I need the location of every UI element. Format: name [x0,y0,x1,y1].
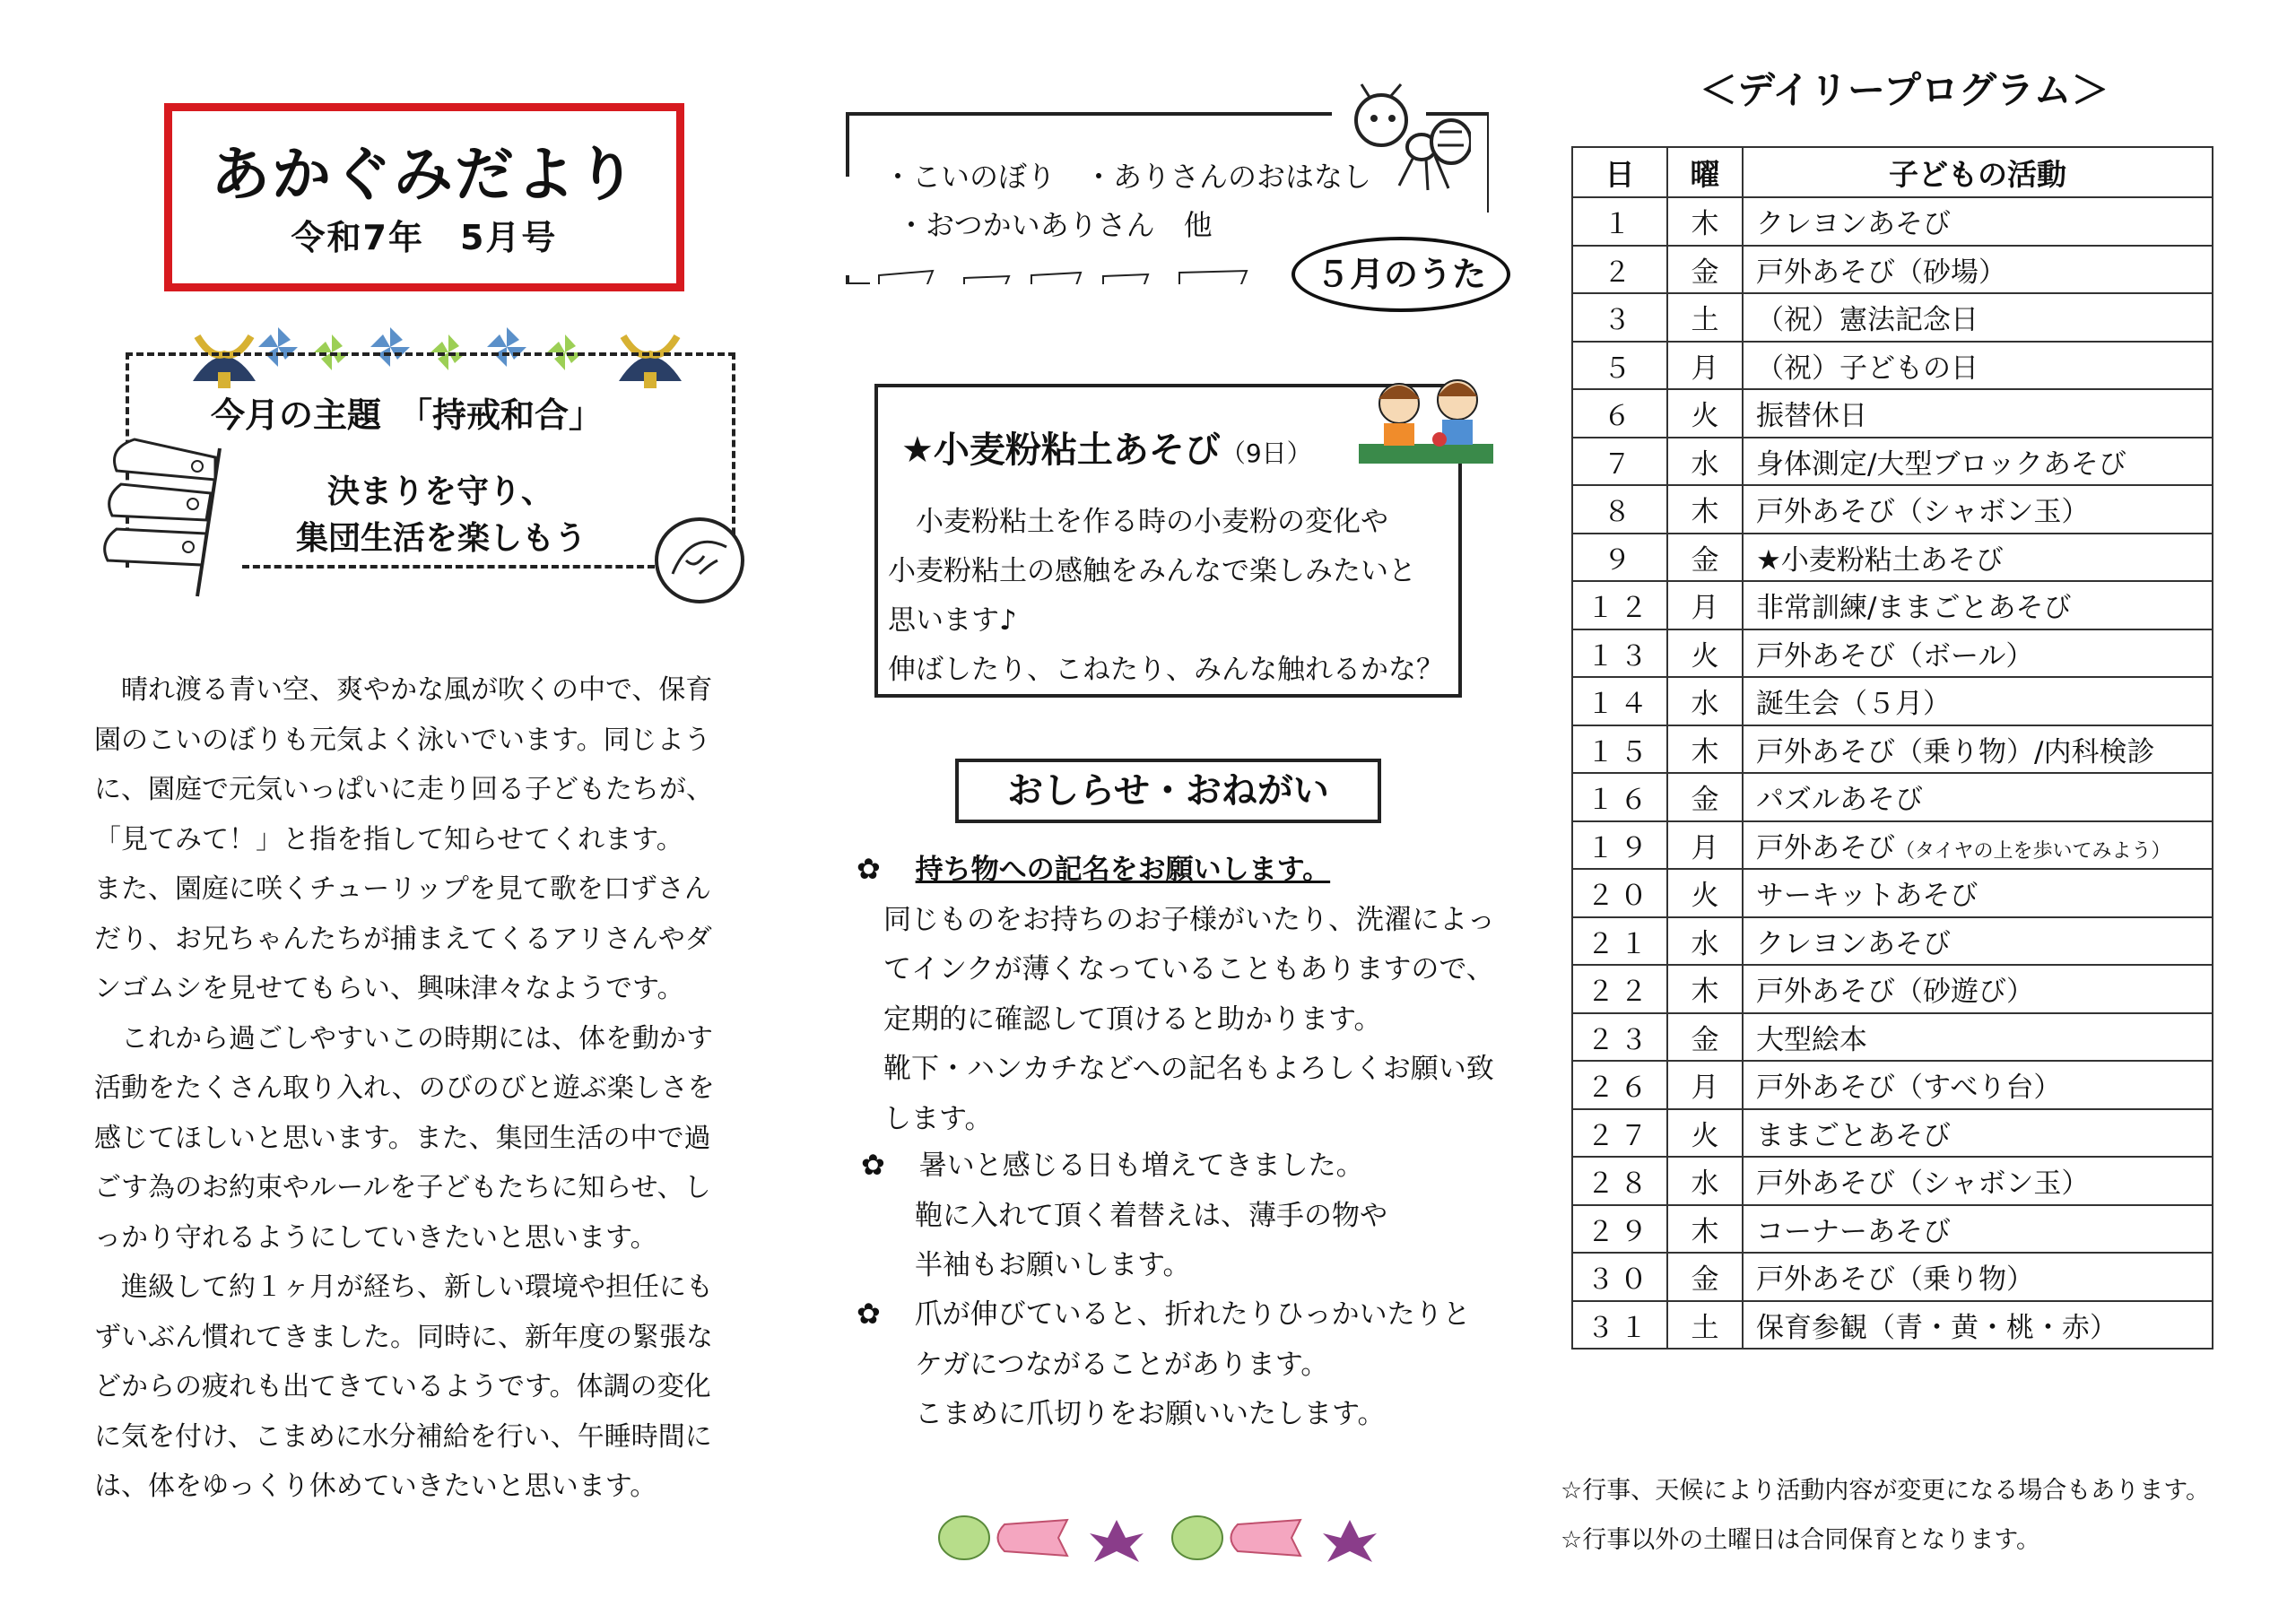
cell-day: ５ [1572,342,1667,390]
footnote-2: ☆行事以外の土曜日は合同保育となります。 [1561,1526,2041,1554]
activity-text: 誕生会（５月） [1756,688,1951,721]
cell-activity [1743,1253,2213,1301]
notice-1-line: 同じものをお持ちのお子様がいたり、洗濯によっ [883,903,1495,936]
cell-weekday: 金 [1667,1253,1743,1301]
cell-weekday: 木 [1667,1205,1743,1254]
daily-program-table [1571,146,2213,1350]
table-row [1572,917,2213,966]
table-row [1572,773,2213,821]
song-list-line-2: ・おつかいありさん 他 [897,208,1213,242]
activity-text: 戸外あそび（砂場） [1756,256,2006,289]
activity-text: ままごとあそび [1756,1119,1951,1152]
cell-weekday: 土 [1667,293,1743,342]
clay-body-line: 小麦粉粘土の感触をみんなで楽しみたいと [888,555,1416,587]
cell-day: ２３ [1572,1013,1667,1062]
activity-text: 戸外あそび（すべり台） [1756,1072,2062,1105]
body-line: ごす為のお約束やルールを子どもたちに知らせ、し [94,1172,711,1203]
header-activity: 子どもの活動 [1743,147,2213,197]
cell-weekday: 水 [1667,1157,1743,1205]
cell-day: ２７ [1572,1109,1667,1158]
body-line: 進級して約１ヶ月が経ち、新しい環境や担任にも [94,1271,713,1303]
cell-day: ９ [1572,534,1667,582]
body-line: ンゴムシを見せてもらい、興味津々なようです。 [94,973,684,1004]
cell-activity [1743,1013,2213,1062]
table-row [1572,438,2213,486]
table-row [1572,677,2213,725]
cell-day: １３ [1572,629,1667,678]
cell-day: ８ [1572,485,1667,534]
table-row [1572,1109,2213,1158]
clay-body-line: 思います♪ [888,604,1017,637]
activity-text: ★小麦粉粘土あそび [1756,543,2004,577]
notices-header: おしらせ・おねがい [955,759,1381,823]
notice-1-line: 定期的に確認して頂けると助かります。 [883,1002,1382,1036]
activity-text: （祝）憲法記念日 [1756,304,1979,337]
cell-weekday: 水 [1667,677,1743,725]
cell-weekday: 木 [1667,197,1743,246]
cell-activity [1743,1157,2213,1205]
notice-1-title: 持ち物への記名をお願いします。 [915,854,1331,886]
iris-flower-icon [1090,1520,1144,1562]
cell-weekday: 火 [1667,869,1743,917]
activity-text: 戸外あそび [1756,831,1895,864]
cell-activity [1743,677,2213,725]
body-line: ずいぶん慣れてきました。同時に、新年度の緊張な [94,1321,713,1353]
cell-weekday: 月 [1667,342,1743,390]
cell-weekday: 水 [1667,917,1743,966]
cell-activity [1743,725,2213,774]
cell-activity [1743,197,2213,246]
activity-text: サーキットあそび [1756,880,1979,913]
cell-activity [1743,246,2213,294]
cell-day: １５ [1572,725,1667,774]
cell-activity [1743,342,2213,390]
cell-day: ２０ [1572,869,1667,917]
activity-text: 非常訓練/ままごとあそび [1756,592,2072,625]
activity-text: 戸外あそび（砂遊び） [1756,976,2034,1009]
body-line: は、体をゆっくり休めていきたいと思います。 [94,1471,657,1502]
table-row [1572,534,2213,582]
cell-weekday: 月 [1667,1061,1743,1109]
koinobori-icon [1231,1520,1301,1556]
cell-activity [1743,534,2213,582]
table-row [1572,821,2213,870]
activity-text: クレヨンあそび [1756,927,1951,960]
cell-day: １９ [1572,821,1667,870]
notice-item-1 [857,845,1495,1144]
activity-text: 戸外あそび（シャボン玉） [1756,496,2090,529]
flower-icon: ✿ [857,852,881,886]
notice-3-line: ケガにつながることがあります。 [915,1348,1329,1381]
cell-activity [1743,581,2213,629]
activity-text: 戸外あそび（ボール） [1756,639,2034,673]
activity-text: 振替休日 [1756,400,1867,433]
notice-2-line: 暑いと感じる日も増えてきました。 [918,1150,1364,1182]
body-line: 感じてほしいと思います。また、集団生活の中で過 [94,1122,711,1154]
activity-text: パズルあそび [1756,784,1923,817]
table-row [1572,1301,2213,1350]
flower-icon: ✿ [857,1297,881,1331]
cell-activity [1743,773,2213,821]
body-line: 晴れ渡る青い空、爽やかな風が吹くの中で、保育 [94,674,713,706]
table-row [1572,629,2213,678]
cell-weekday: 土 [1667,1301,1743,1350]
body-line: 活動をたくさん取り入れ、のびのびと遊ぶ楽しさを [94,1072,715,1104]
notice-item-3 [857,1289,1471,1440]
table-row [1572,389,2213,438]
cell-activity [1743,1301,2213,1350]
table-row [1572,725,2213,774]
cell-activity [1743,1109,2213,1158]
children-playing-icon [1359,368,1493,466]
cell-day: ２２ [1572,965,1667,1013]
notice-1-line: します。 [883,1102,993,1135]
title-box [164,103,684,291]
song-label: ５月のうた [1292,237,1510,312]
cell-activity [1743,965,2213,1013]
activity-text: 戸外あそび（乗り物）/内科検診 [1756,735,2155,768]
cell-day: １ [1572,197,1667,246]
cell-activity [1743,629,2213,678]
body-line: どからの疲れも出てきているようです。体調の変化 [94,1371,711,1402]
koinobori-icon [998,1520,1068,1556]
cell-activity [1743,821,2213,870]
activity-text: クレヨンあそび [1756,208,1951,241]
cell-day: ６ [1572,389,1667,438]
cell-day: ７ [1572,438,1667,486]
cell-weekday: 月 [1667,821,1743,870]
cell-weekday: 木 [1667,725,1743,774]
table-row [1572,1253,2213,1301]
cell-weekday: 月 [1667,581,1743,629]
clay-title [901,421,1312,473]
activity-text: コーナーあそび [1756,1215,1951,1248]
cell-activity [1743,869,2213,917]
cell-day: ３０ [1572,1253,1667,1301]
cell-day: ３１ [1572,1301,1667,1350]
cell-weekday: 金 [1667,534,1743,582]
table-row [1572,197,2213,246]
theme-box-divider [242,565,655,568]
left-body-text [94,665,776,1512]
notice-1-line: 靴下・ハンカチなどへの記名もよろしくお願い致 [883,1053,1494,1085]
cell-weekday: 火 [1667,629,1743,678]
cell-activity [1743,1205,2213,1254]
table-row [1572,1061,2213,1109]
cell-weekday: 木 [1667,965,1743,1013]
cell-activity [1743,485,2213,534]
theme-line-2: 集団生活を楽しもう [296,520,587,557]
cell-day: ２６ [1572,1061,1667,1109]
cell-day: ２８ [1572,1157,1667,1205]
activity-text: 戸外あそび（シャボン玉） [1756,1167,2090,1201]
cell-day: ２９ [1572,1205,1667,1254]
cell-activity [1743,438,2213,486]
cell-weekday: 木 [1667,485,1743,534]
cell-weekday: 火 [1667,1109,1743,1158]
theme-title: 今月の主題 「持戒和合」 [211,395,604,435]
daily-table-body [1572,197,2213,1349]
clay-title-text: ★小麦粉粘土あそび [901,430,1221,471]
activity-text: 保育参観（青・黄・桃・赤） [1756,1311,2118,1344]
activity-text: 身体測定/大型ブロックあそび [1756,447,2126,481]
table-row [1572,485,2213,534]
body-line: また、園庭に咲くチューリップを見て歌を口ずさん [94,873,711,905]
cell-weekday: 火 [1667,389,1743,438]
notice-3-line: 爪が伸びていると、折れたりひっかいたりと [914,1298,1471,1331]
notice-item-2 [861,1141,1387,1291]
table-row [1572,581,2213,629]
clay-body-text [888,498,1462,695]
body-line: だり、お兄ちゃんたちが捕まえてくるアリさんやダ [94,923,712,955]
newsletter-title: あかぐみだより [211,140,638,209]
cell-activity [1743,917,2213,966]
daily-program-title: ＜デイリープログラム＞ [1700,68,2109,112]
activity-text: 大型絵本 [1756,1023,1867,1056]
kashiwa-mochi-icon [939,1516,989,1559]
header-day: 日 [1572,147,1667,197]
cell-weekday: 金 [1667,773,1743,821]
cell-day: １２ [1572,581,1667,629]
table-row [1572,1157,2213,1205]
notice-3-line: こまめに爪切りをお願いいたします。 [915,1398,1386,1430]
table-row [1572,1205,2213,1254]
cell-day: １４ [1572,677,1667,725]
cell-day: ２ [1572,246,1667,294]
body-line: 園のこいのぼりも元気よく泳いでいます。同じよう [94,724,711,756]
notice-2-line: 半袖もお願いします。 [915,1249,1191,1281]
table-row [1572,965,2213,1013]
cell-day: ２１ [1572,917,1667,966]
activity-note: （タイヤの上を歩いてみよう） [1895,839,2171,863]
kashiwa-mochi-icon [650,511,749,610]
table-row [1572,246,2213,294]
theme-line-1: 決まりを守り、 [327,473,554,510]
clay-body-line: 小麦粉粘土を作る時の小麦粉の変化や [888,506,1388,538]
newsletter-issue: 令和7年 5月号 [291,218,558,257]
cell-activity [1743,293,2213,342]
body-line: に、園庭で元気いっぱいに走り回る子どもたちが、 [94,774,713,805]
cell-activity [1743,389,2213,438]
table-row [1572,869,2213,917]
clay-body-line: 伸ばしたり、こねたり、みんな触れるかな？ [888,654,1444,686]
notice-2-line: 鞄に入れて頂く着替えは、薄手の物や [915,1199,1387,1232]
cell-weekday: 金 [1667,1013,1743,1062]
kashiwa-mochi-icon [1172,1516,1222,1559]
body-line: これから過ごしやすいこの時期には、体を動かす [94,1022,713,1055]
clay-date-note: （9日） [1220,438,1312,468]
cell-day: ３ [1572,293,1667,342]
body-line: 「見てみて！」と指を指して知らせてくれます。 [94,823,683,855]
flower-icon: ✿ [861,1148,885,1182]
cell-weekday: 金 [1667,246,1743,294]
koinobori-icon [99,430,242,601]
song-list-line-1: ・こいのぼり ・ありさんのおはなし [883,160,1372,194]
body-line: っかり守れるようにしていきたいと思います。 [94,1221,657,1254]
table-row [1572,293,2213,342]
header-weekday: 曜 [1667,147,1743,197]
bottom-decoration [933,1506,1399,1569]
table-header-row [1572,147,2213,197]
notice-1-line: てインクが薄くなっていることもありますので、 [883,953,1494,985]
table-row [1572,342,2213,390]
activity-text: （祝）子どもの日 [1756,352,1979,385]
footnote-1: ☆行事、天候により活動内容が変更になる場合もあります。 [1561,1477,2211,1505]
cell-activity [1743,1061,2213,1109]
cell-weekday: 水 [1667,438,1743,486]
cell-day: １６ [1572,773,1667,821]
body-line: に気を付け、こまめに水分補給を行い、午睡時間に [94,1420,712,1453]
activity-text: 戸外あそび（乗り物） [1756,1263,2034,1297]
table-row [1572,1013,2213,1062]
iris-flower-icon [1323,1520,1377,1562]
